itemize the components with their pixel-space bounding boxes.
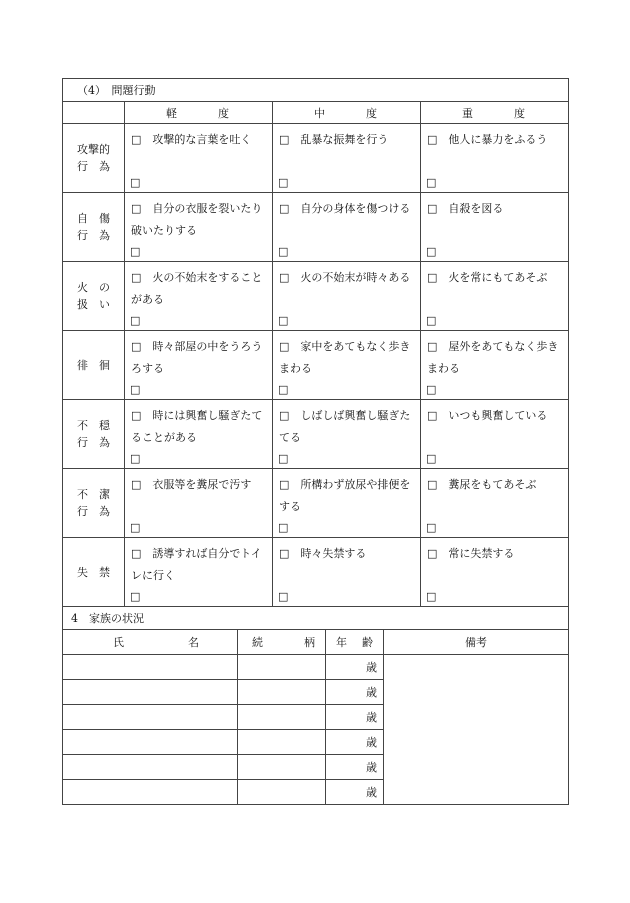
checkbox-icon[interactable]: □	[278, 521, 289, 534]
checkbox-icon[interactable]: □	[426, 452, 437, 465]
family-name-field[interactable]	[63, 655, 238, 680]
checkbox-icon[interactable]: □	[426, 521, 437, 534]
section-title-family: 4 家族の状況	[63, 607, 569, 630]
checkbox-icon[interactable]: □	[426, 590, 437, 603]
checkbox-icon[interactable]: □	[426, 383, 437, 396]
header-mild: 軽 度	[125, 102, 273, 124]
behavior-option-severe[interactable]: □ いつも興奮している □	[421, 400, 569, 469]
behavior-row	[63, 538, 569, 607]
header-notes: 備考	[384, 630, 569, 655]
family-age-field[interactable]: 歳	[326, 705, 384, 730]
behavior-option-severe[interactable]: □ 他人に暴力をふるう □	[421, 124, 569, 193]
behavior-row	[63, 469, 569, 538]
behavior-row	[63, 400, 569, 469]
family-age-field[interactable]: 歳	[326, 755, 384, 780]
form-page	[62, 78, 568, 805]
behavior-option-moderate[interactable]: □ 家中をあてもなく歩きまわる □	[273, 331, 421, 400]
family-name-field[interactable]	[63, 680, 238, 705]
family-relation-field[interactable]	[238, 730, 326, 755]
family-relation-field[interactable]	[238, 705, 326, 730]
behavior-option-moderate[interactable]: □ 乱暴な振舞を行う □	[273, 124, 421, 193]
header-severe: 重 度	[421, 102, 569, 124]
family-row	[63, 655, 569, 680]
checkbox-icon[interactable]: □	[426, 245, 437, 258]
behavior-option-mild[interactable]: □ 時には興奮し騒ぎたてることがある □	[125, 400, 273, 469]
checkbox-icon[interactable]: □	[278, 383, 289, 396]
behavior-option-severe[interactable]: □ 屋外をあてもなく歩きまわる □	[421, 331, 569, 400]
family-name-field[interactable]	[63, 755, 238, 780]
behavior-category: 攻撃的 行 為	[63, 124, 125, 193]
header-relation: 続 柄	[238, 630, 326, 655]
checkbox-icon[interactable]: □	[130, 314, 141, 327]
family-age-field[interactable]: 歳	[326, 780, 384, 805]
header-age: 年 齢	[326, 630, 384, 655]
behavior-category: 自 傷 行 為	[63, 193, 125, 262]
behavior-option-moderate[interactable]: □ 時々失禁する □	[273, 538, 421, 607]
checkbox-icon[interactable]: □	[278, 245, 289, 258]
behavior-option-mild[interactable]: □ 時々部屋の中をうろうろする □	[125, 331, 273, 400]
behavior-option-moderate[interactable]: □ 所構わず放尿や排便をする □	[273, 469, 421, 538]
behavior-option-mild[interactable]: □ 自分の衣服を裂いたり破いたりする □	[125, 193, 273, 262]
checkbox-icon[interactable]: □	[278, 590, 289, 603]
behavior-category: 失 禁	[63, 538, 125, 607]
family-relation-field[interactable]	[238, 755, 326, 780]
family-table	[62, 606, 569, 805]
behavior-option-mild[interactable]: □ 衣服等を糞尿で汚す □	[125, 469, 273, 538]
family-name-field[interactable]	[63, 705, 238, 730]
checkbox-icon[interactable]: □	[278, 314, 289, 327]
behavior-option-severe[interactable]: □ 自殺を図る □	[421, 193, 569, 262]
behavior-category: 火 の 扱 い	[63, 262, 125, 331]
behavior-option-moderate[interactable]: □ しばしば興奮し騒ぎたてる □	[273, 400, 421, 469]
behavior-option-moderate[interactable]: □ 火の不始末が時々ある □	[273, 262, 421, 331]
header-name: 氏 名	[63, 630, 238, 655]
family-notes-field[interactable]	[384, 655, 569, 805]
behavior-option-moderate[interactable]: □ 自分の身体を傷つける □	[273, 193, 421, 262]
behavior-row	[63, 193, 569, 262]
header-moderate: 中 度	[273, 102, 421, 124]
checkbox-icon[interactable]: □	[278, 176, 289, 189]
checkbox-icon[interactable]: □	[130, 521, 141, 534]
behavior-option-mild[interactable]: □ 攻撃的な言葉を吐く □	[125, 124, 273, 193]
checkbox-icon[interactable]: □	[426, 314, 437, 327]
behavior-option-mild[interactable]: □ 誘導すれば自分でトイレに行く □	[125, 538, 273, 607]
checkbox-icon[interactable]: □	[130, 176, 141, 189]
family-relation-field[interactable]	[238, 680, 326, 705]
behavior-category: 徘 徊	[63, 331, 125, 400]
header-blank	[63, 102, 125, 124]
behavior-category: 不 穏 行 為	[63, 400, 125, 469]
family-age-field[interactable]: 歳	[326, 680, 384, 705]
family-age-field[interactable]: 歳	[326, 655, 384, 680]
behavior-option-severe[interactable]: □ 常に失禁する □	[421, 538, 569, 607]
problem-behavior-table	[62, 78, 569, 607]
behavior-category: 不 潔 行 為	[63, 469, 125, 538]
checkbox-icon[interactable]: □	[278, 452, 289, 465]
family-name-field[interactable]	[63, 730, 238, 755]
behavior-option-severe[interactable]: □ 糞尿をもてあそぶ □	[421, 469, 569, 538]
checkbox-icon[interactable]: □	[130, 452, 141, 465]
family-age-field[interactable]: 歳	[326, 730, 384, 755]
behavior-row	[63, 124, 569, 193]
checkbox-icon[interactable]: □	[130, 383, 141, 396]
behavior-option-severe[interactable]: □ 火を常にもてあそぶ □	[421, 262, 569, 331]
family-relation-field[interactable]	[238, 655, 326, 680]
checkbox-icon[interactable]: □	[130, 590, 141, 603]
behavior-option-mild[interactable]: □ 火の不始末をすることがある □	[125, 262, 273, 331]
behavior-row	[63, 262, 569, 331]
checkbox-icon[interactable]: □	[426, 176, 437, 189]
family-name-field[interactable]	[63, 780, 238, 805]
section-title-problem-behavior: （4） 問題行動	[63, 79, 569, 102]
behavior-row	[63, 331, 569, 400]
family-relation-field[interactable]	[238, 780, 326, 805]
checkbox-icon[interactable]: □	[130, 245, 141, 258]
